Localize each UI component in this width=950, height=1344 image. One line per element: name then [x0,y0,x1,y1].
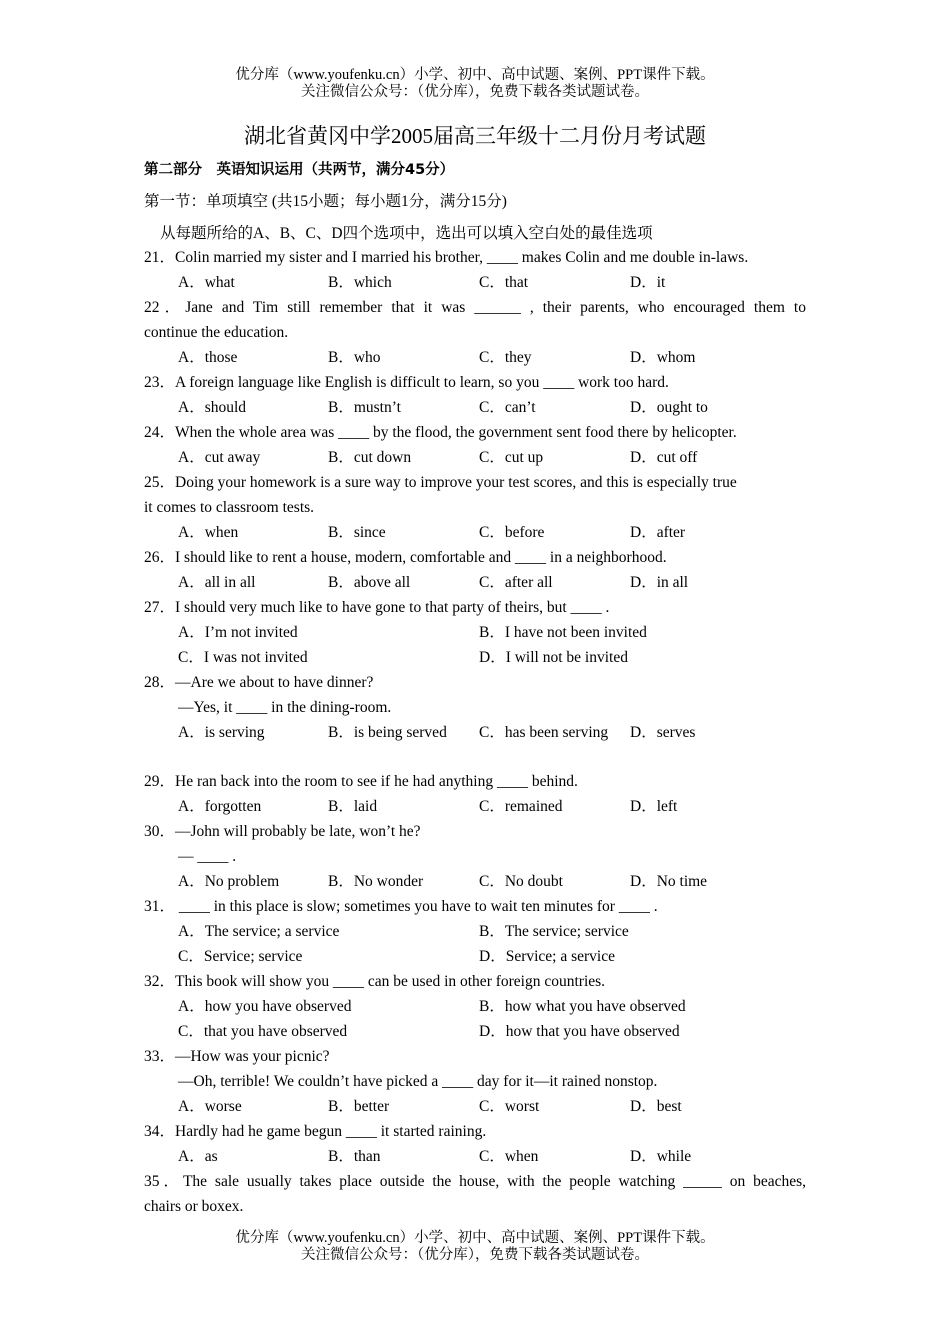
q26-option-c: C．after all [479,574,553,591]
footer-line-1: 优分库（www.youfenku.cn）小学、初中、高中试题、案例、PPT课件下载。 [235,1230,715,1246]
question-34-text: 34．Hardly had he game begun ____ it started raining. [144,1123,487,1140]
question-33-text-cont: —Oh, terrible! We couldn’t have picked a ____ day for it—it rained nonstop. [178,1073,658,1090]
question-27-text: 27．I should very much like to have gone to that party of theirs, but ____ . [144,599,610,616]
question-31-text: 31． ____ in this place is slow; sometimes you have to wait ten minutes for ____ . [144,898,658,915]
q34-option-a: A．as [178,1148,218,1165]
q31-option-b: B．The service; service [479,923,629,940]
part-heading: 第二部分 英语知识运用（共两节，满分45分） [144,162,455,178]
q33-option-d: D．best [630,1098,682,1115]
q28-option-b: B．is being served [328,724,447,741]
q26-option-d: D．in all [630,574,689,591]
q33-option-b: B．better [328,1098,390,1115]
q23-option-b: B．mustn’t [328,399,401,416]
question-25-text-cont: it comes to classroom tests. [144,499,315,516]
page-header [0,67,950,101]
q21-option-c: C．that [479,274,529,291]
q29-option-a: A．forgotten [178,798,262,815]
header-line-1: 优分库（www.youfenku.cn）小学、初中、高中试题、案例、PPT课件下载。 [235,67,715,83]
question-33-text: 33．—How was your picnic? [144,1048,330,1065]
q25-option-c: C．before [479,524,545,541]
question-25-text: 25．Doing your homework is a sure way to improve your test scores, and this is especially true [144,474,737,491]
q23-option-d: D．ought to [630,399,708,416]
q21-option-a: A．what [178,274,235,291]
q25-option-b: B．since [328,524,386,541]
q25-option-d: D．after [630,524,686,541]
q26-option-b: B．above all [328,574,411,591]
page-footer [0,1230,950,1264]
q22-option-d: D．whom [630,349,696,366]
q29-option-b: B．laid [328,798,378,815]
footer-line-2: 关注微信公众号：（优分库），免费下载各类试题试卷。 [301,1247,649,1263]
q32-option-a: A．how you have observed [178,998,352,1015]
q27-option-a: A．I’m not invited [178,624,298,641]
q22-option-a: A．those [178,349,238,366]
question-35-text-cont: chairs or boxex. [144,1198,244,1215]
question-21-text: 21．Colin married my sister and I married his brother, ____ makes Colin and me double in-laws. [144,249,749,266]
q27-option-c: C．I was not invited [178,649,308,666]
q28-option-c: C．has been serving [479,724,609,741]
q25-option-a: A．when [178,524,239,541]
question-23-text: 23．A foreign language like English is difficult to learn, so you ____ work too hard. [144,374,669,391]
q31-option-a: A．The service; a service [178,923,340,940]
q26-option-a: A．all in all [178,574,256,591]
question-29-text: 29．He ran back into the room to see if he had anything ____ behind. [144,773,578,790]
exam-title: 湖北省黄冈中学2005届高三年级十二月份月考试题 [244,124,706,148]
q28-option-a: A．is serving [178,724,265,741]
q28-option-d: D．serves [630,724,696,741]
header-line-2: 关注微信公众号：（优分库），免费下载各类试题试卷。 [301,84,649,100]
q24-option-b: B．cut down [328,449,412,466]
q32-option-c: C．that you have observed [178,1023,348,1040]
question-28-text: 28．—Are we about to have dinner? [144,674,374,691]
q23-option-a: A．should [178,399,247,416]
q22-option-c: C．they [479,349,532,366]
question-22-text: 22．Jane and Tim still remember that it was ______ , their parents, who encouraged them to [144,299,806,316]
q34-option-d: D．while [630,1148,692,1165]
q24-option-a: A．cut away [178,449,261,466]
q27-option-d: D．I will not be invited [479,649,628,666]
q30-option-b: B．No wonder [328,873,424,890]
q34-option-c: C．when [479,1148,539,1165]
question-24-text: 24．When the whole area was ____ by the flood, the government sent food there by helicopter. [144,424,737,441]
question-35-text: 35．The sale usually takes place outside the house, with the people watching _____ on beaches, [144,1173,806,1190]
question-28-text-cont: —Yes, it ____ in the dining-room. [178,699,392,716]
q31-option-d: D．Service; a service [479,948,615,965]
question-26-text: 26．I should like to rent a house, modern, comfortable and ____ in a neighborhood. [144,549,667,566]
q21-option-b: B．which [328,274,392,291]
q30-option-d: D．No time [630,873,708,890]
q32-option-b: B．how what you have observed [479,998,686,1015]
q24-option-d: D．cut off [630,449,698,466]
q29-option-d: D．left [630,798,678,815]
q29-option-c: C．remained [479,798,563,815]
q33-option-a: A．worse [178,1098,242,1115]
q32-option-d: D．how that you have observed [479,1023,680,1040]
q24-option-c: C．cut up [479,449,544,466]
question-32-text: 32．This book will show you ____ can be used in other foreign countries. [144,973,606,990]
q30-option-a: A．No problem [178,873,280,890]
q30-option-c: C．No doubt [479,873,563,890]
q33-option-c: C．worst [479,1098,540,1115]
question-30-text-cont: — ____ . [178,848,237,865]
q31-option-c: C．Service; service [178,948,303,965]
q27-option-b: B．I have not been invited [479,624,647,641]
q21-option-d: D．it [630,274,666,291]
section-heading: 第一节：单项填空 (共15小题；每小题1分，满分15分) [144,193,507,210]
q34-option-b: B．than [328,1148,381,1165]
question-30-text: 30．—John will probably be late, won’t he? [144,823,421,840]
question-22-text-cont: continue the education. [144,324,289,341]
instruction: 从每题所给的A、B、C、D四个选项中，选出可以填入空白处的最佳选项 [160,225,653,242]
q22-option-b: B．who [328,349,381,366]
q23-option-c: C．can’t [479,399,536,416]
